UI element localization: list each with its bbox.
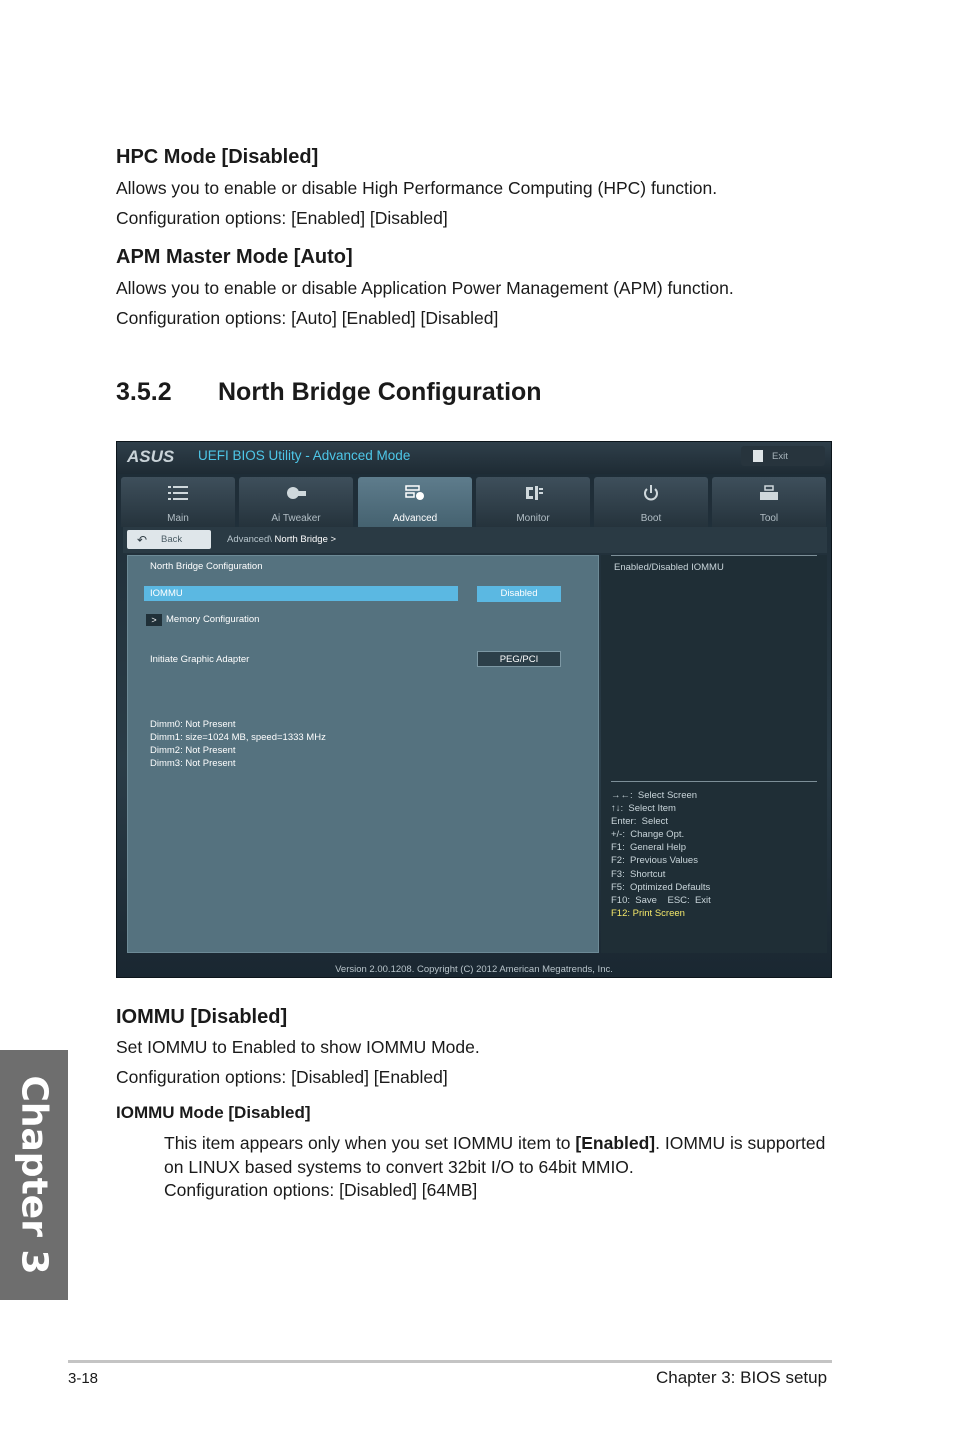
iommu-options: Configuration options: [Disabled] [Enabled]: [116, 1067, 448, 1087]
section-title: North Bridge Configuration: [218, 378, 542, 406]
power-icon: [641, 485, 661, 501]
tab-boot[interactable]: [594, 477, 708, 527]
iommu-description: Set IOMMU to Enabled to show IOMMU Mode.: [116, 1037, 480, 1057]
bios-app-title: UEFI BIOS Utility - Advanced Mode: [198, 448, 411, 463]
key-hint-print-screen: F12: Print Screen: [611, 908, 685, 919]
hpc-heading: HPC Mode [Disabled]: [116, 146, 319, 168]
tool-icon: [759, 485, 779, 501]
monitor-icon: [523, 485, 543, 501]
submenu-arrow-icon: >: [146, 614, 162, 626]
iommu-mode-text-bold: [Enabled]: [575, 1133, 656, 1153]
apm-heading: APM Master Mode [Auto]: [116, 246, 353, 268]
back-label: Back: [161, 534, 183, 545]
tab-label: Advanced: [392, 513, 438, 524]
key-hint: F1: General Help: [611, 842, 686, 853]
key-hint: →←: Select Screen: [611, 790, 698, 801]
hpc-description: Allows you to enable or disable High Performance Computing (HPC) function.: [116, 178, 718, 198]
breadcrumb-current: North Bridge >: [274, 534, 337, 545]
section-heading: [116, 378, 542, 407]
chapter-side-tab: [0, 1050, 68, 1300]
iommu-mode-description: [164, 1132, 834, 1179]
breadcrumb-parent[interactable]: Advanced\: [227, 534, 272, 545]
key-hint: +/-: Change Opt.: [611, 829, 685, 840]
key-hint: F2: Previous Values: [611, 855, 698, 866]
tab-label: Monitor: [516, 513, 550, 524]
back-button[interactable]: [127, 530, 211, 549]
exit-icon: [753, 450, 763, 462]
iommu-mode-heading: IOMMU Mode [Disabled]: [116, 1103, 311, 1122]
key-hint: F3: Shortcut: [611, 869, 666, 880]
help-panel: [601, 555, 827, 953]
panel-heading: North Bridge Configuration: [150, 561, 263, 572]
asus-logo: [125, 447, 189, 465]
tab-advanced[interactable]: [358, 477, 472, 527]
chapter-side-label: Chapter 3: [13, 1075, 55, 1275]
memory-configuration-item[interactable]: Memory Configuration: [166, 614, 260, 625]
bios-tabs: [121, 477, 829, 527]
key-hint: ↑↓: Select Item: [611, 803, 676, 814]
iommu-heading: IOMMU [Disabled]: [116, 1006, 288, 1028]
tab-label: Main: [167, 513, 189, 524]
tab-label: Tool: [759, 513, 779, 524]
dimm-info: Dimm3: Not Present: [150, 758, 236, 769]
initiate-graphic-adapter-value[interactable]: PEG/PCI: [477, 651, 561, 667]
help-divider: [611, 555, 817, 556]
tab-ai-tweaker[interactable]: [239, 477, 353, 527]
help-text: Enabled/Disabled IOMMU: [614, 562, 724, 573]
settings-panel: [127, 555, 599, 953]
iommu-value[interactable]: Disabled: [477, 586, 561, 602]
exit-button[interactable]: [741, 446, 825, 466]
bios-title-bar: [117, 442, 832, 474]
iommu-mode-text-after: . IOMMU is supported on LINUX based systems to convert 32bit I/O to 64bit MMIO.: [164, 1133, 826, 1177]
footer-divider: [68, 1360, 832, 1363]
footer-chapter: Chapter 3: BIOS setup: [656, 1368, 828, 1387]
iommu-mode-options: Configuration options: [Disabled] [64MB]: [164, 1180, 478, 1200]
iommu-label: IOMMU: [150, 588, 183, 599]
tweaker-icon: [286, 485, 306, 501]
tab-label: Ai Tweaker: [271, 513, 321, 524]
breadcrumb-bar: [123, 527, 827, 553]
iommu-mode-text-before: This item appears only when you set IOMMU item to: [164, 1133, 576, 1153]
key-hint: F10: Save ESC: Exit: [611, 895, 711, 906]
asus-logo-text: ASUS: [127, 447, 175, 465]
key-hint: Enter: Select: [611, 816, 669, 827]
tab-label: Boot: [640, 513, 662, 524]
keys-divider: [611, 781, 817, 782]
exit-label: Exit: [772, 451, 788, 462]
back-arrow-icon: ↶: [137, 533, 148, 547]
bios-version: Version 2.00.1208. Copyright (C) 2012 American Megatrends, Inc.: [335, 964, 613, 975]
tab-main[interactable]: [121, 477, 235, 527]
tab-monitor[interactable]: [476, 477, 590, 527]
list-icon: [168, 485, 188, 501]
tab-tool[interactable]: [712, 477, 826, 527]
dimm-info: Dimm2: Not Present: [150, 745, 236, 756]
apm-description: Allows you to enable or disable Application Power Management (APM) function.: [116, 278, 734, 298]
hpc-options: Configuration options: [Enabled] [Disabled]: [116, 208, 448, 228]
dimm-info: Dimm1: size=1024 MB, speed=1333 MHz: [150, 732, 326, 743]
breadcrumb: [227, 534, 336, 545]
section-number: 3.5.2: [116, 378, 172, 406]
advanced-icon: [405, 485, 425, 501]
bios-screenshot: [116, 441, 832, 978]
dimm-info: Dimm0: Not Present: [150, 719, 236, 730]
initiate-graphic-adapter-label: Initiate Graphic Adapter: [150, 654, 250, 665]
key-hint: F5: Optimized Defaults: [611, 882, 711, 893]
apm-options: Configuration options: [Auto] [Enabled] [Disabled]: [116, 308, 499, 328]
page-number: 3-18: [68, 1370, 99, 1387]
iommu-row[interactable]: [144, 586, 458, 601]
